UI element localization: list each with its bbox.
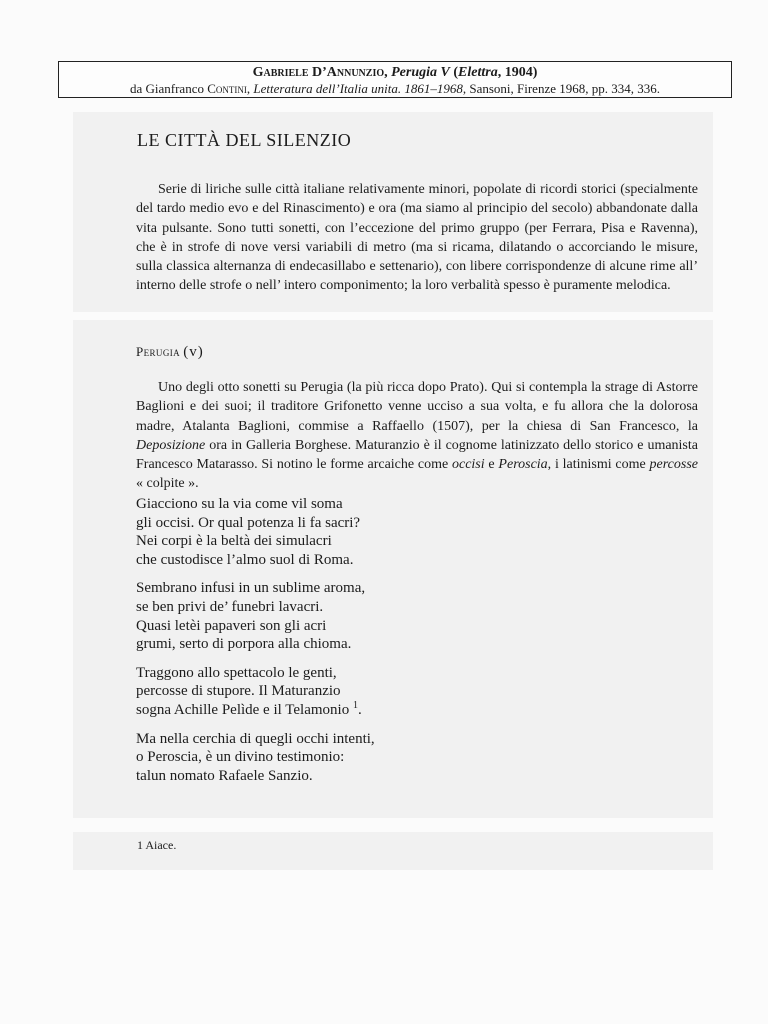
footnote-marker: 1 [352,699,358,711]
poem-stanza-3 [136,664,375,720]
poem-stanza-4 [136,730,375,786]
poem-text [136,495,375,795]
poem-intro-em-occisi: occisi [451,457,485,473]
poem-subtitle-city: Perugia [136,344,181,359]
citation-work: Perugia V [391,65,450,80]
poem-intro-em-deposizione: Deposizione [136,437,206,453]
citation-author: Gabriele D’Annunzio [252,65,385,80]
poem-subtitle-numeral: (v) [183,344,204,360]
poem-intro-text-a: Uno degli otto sonetti su Perugia (la più ricca dopo Prato). Qui si contempla la strage di Astorre Baglioni e dei suoi; il traditore Grifonetto venne ucciso a sua volta, e fu allora che la dolorosa madre, Atalanta Baglioni, commise a Raffaello (1507), per la chiesa di San Francesco, la [136,380,698,434]
section-title: LE CITTÀ DEL SILENZIO [137,130,352,150]
citation-source: da Gianfranco Contini, Letteratura dell’Italia unita. 1861–1968, Sansoni, Firenze 1968, pp. 334, 336. [129,81,660,96]
poem-line: se ben privi de’ funebri lavacri. [136,598,324,615]
bleed-through-text [130,872,136,895]
poem-intro-em-peroscia: Peroscia [498,457,548,473]
source-prefix: da Gianfranco [129,81,204,96]
poem-line-with-note [136,701,375,720]
footnote [137,838,176,853]
poem-line: Traggono allo spettacolo le genti, [136,664,337,681]
section-intro: Serie di liriche sulle città italiane relativamente minori, popolate di ricordi storici (specialmente del tardo medio evo e del Rinascimento) e ora (ma siamo al principio del secolo) abbandonate dalla vita pulsante. Sono tutti sonetti, con l’eccezione del primo gruppo (per Ferrara, Pisa e Ravenna), che è in strofe di nove versi variabili di metro (ma si ricama, dilatando o accorciando le misure, sulla classica alternanza di endecasillabo e settenario), con libere corrispondenze di alcune rime all’ interno delle strofe o nell’ intero componimento; la loro verbalità spesso è puramente melodica. [136,182,698,294]
citation-year: 1904 [504,65,533,80]
poem-intro-text-b: ora in Galleria Borghese. Maturanzio è il cognome latinizzato dello storico e umanista Francesco Matarasso. Si notino le forme arcaiche come [136,437,698,473]
citation-collection: Elettra [458,65,498,80]
poem-line: percosse di stupore. Il Maturanzio [136,683,341,700]
poem-intro-text-d: , i latinismi come [547,457,650,473]
citation-title: Gabriele D’Annunzio, Perugia V (Elettra, 1904) [252,65,538,80]
footnote-text: Aiace. [145,838,177,852]
poem-line: Nei corpi è la beltà dei simulacri [136,533,332,550]
footnote-number: 1 [137,838,143,852]
poem-stanza-1 [136,495,375,569]
poem-stanza-2 [136,579,375,653]
source-title: Letteratura dell’Italia unita. 1861–1968 [253,81,463,96]
poem-intro [136,378,698,494]
poem-intro-text-e: « colpite ». [136,476,199,492]
poem-line: grumi, serto di porpora alla chioma. [136,636,352,653]
poem-intro-em-percosse: percosse [649,457,698,473]
poem-line: che custodisce l’almo suol di Roma. [136,551,354,568]
poem-line: gli occisi. Or qual potenza li fa sacri? [136,514,361,531]
citation-header [58,61,732,98]
poem-line: Ma nella cerchia di quegli occhi intenti, [136,730,375,747]
poem-line-text: sogna Achille Pelìde e il Telamonio [136,701,350,718]
poem-line-end: . [357,701,362,718]
poem-line: talun nomato Rafaele Sanzio. [136,767,313,784]
source-author: Contini [207,81,247,96]
poem-line: Quasi letèi papaveri son gli acri [136,617,327,634]
poem-line: Giacciono su la via come vil soma [136,496,343,512]
poem-intro-text-c: e [484,457,499,473]
poem-line: o Peroscia, è un divino testimonio: [136,749,345,766]
poem-line: Sembrano infusi in un sublime aroma, [136,580,366,597]
poem-subtitle [136,344,204,361]
source-rest: , Sansoni, Firenze 1968, pp. 334, 336. [462,81,660,96]
